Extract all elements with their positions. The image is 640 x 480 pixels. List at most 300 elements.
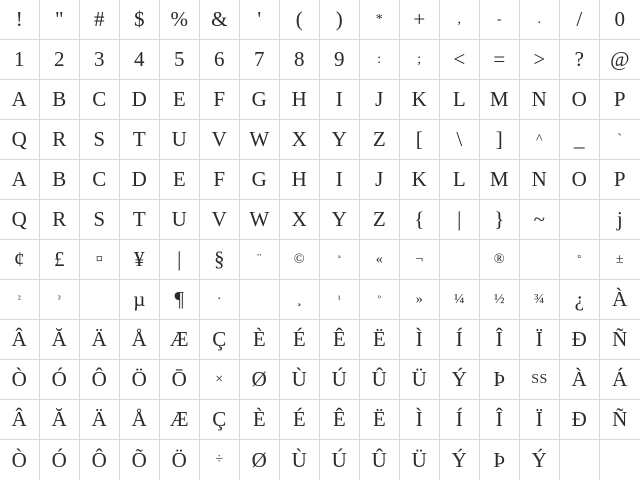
- glyph-cell[interactable]: [0, 440, 40, 480]
- glyph-cell[interactable]: [440, 360, 480, 400]
- glyph-cell[interactable]: [280, 40, 320, 80]
- glyph-character: =: [493, 47, 506, 71]
- glyph-character: #: [94, 7, 105, 31]
- glyph-cell[interactable]: [560, 120, 600, 160]
- glyph-character: T: [132, 127, 147, 151]
- glyph-cell[interactable]: [480, 120, 520, 160]
- glyph-cell[interactable]: [600, 280, 640, 320]
- glyph-cell[interactable]: [160, 280, 200, 320]
- glyph-cell[interactable]: [0, 40, 40, 80]
- glyph-cell[interactable]: [400, 40, 440, 80]
- glyph-cell[interactable]: [40, 120, 80, 160]
- glyph-character: C: [92, 167, 107, 191]
- glyph-cell[interactable]: [160, 80, 200, 120]
- glyph-character: C: [92, 87, 107, 111]
- glyph-cell[interactable]: [160, 160, 200, 200]
- glyph-character: Û: [371, 447, 388, 472]
- glyph-cell[interactable]: [600, 40, 640, 80]
- glyph-cell[interactable]: [280, 120, 320, 160]
- glyph-character: *: [375, 11, 384, 27]
- glyph-character: ¾: [534, 291, 545, 307]
- glyph-cell[interactable]: [560, 440, 600, 480]
- glyph-cell[interactable]: [80, 320, 120, 360]
- glyph-cell[interactable]: [240, 200, 280, 240]
- glyph-cell[interactable]: [520, 40, 560, 80]
- glyph-character: 2: [54, 47, 65, 71]
- glyph-cell[interactable]: [400, 160, 440, 200]
- glyph-cell[interactable]: [400, 400, 440, 440]
- glyph-cell[interactable]: [200, 360, 240, 400]
- glyph-cell[interactable]: [520, 200, 560, 240]
- glyph-cell[interactable]: [480, 240, 520, 280]
- glyph-cell[interactable]: [40, 80, 80, 120]
- glyph-cell[interactable]: [400, 200, 440, 240]
- glyph-cell[interactable]: [440, 120, 480, 160]
- glyph-cell[interactable]: [400, 320, 440, 360]
- glyph-character: È: [252, 407, 267, 431]
- glyph-character: ;: [417, 51, 422, 67]
- glyph-character: N: [531, 167, 548, 191]
- glyph-cell[interactable]: [320, 200, 360, 240]
- glyph-character: 0: [614, 7, 626, 31]
- glyph-cell[interactable]: [320, 80, 360, 120]
- glyph-cell[interactable]: [200, 240, 240, 280]
- glyph-character: »: [415, 291, 424, 307]
- glyph-cell[interactable]: [240, 240, 280, 280]
- glyph-character: P: [613, 167, 627, 191]
- glyph-cell[interactable]: [280, 240, 320, 280]
- glyph-cell[interactable]: [120, 280, 160, 320]
- glyph-cell[interactable]: [600, 320, 640, 360]
- glyph-character: /: [576, 7, 583, 31]
- glyph-character: Ù: [291, 367, 308, 391]
- glyph-cell[interactable]: [440, 80, 480, 120]
- glyph-character: ¶: [174, 287, 185, 311]
- glyph-character: Î: [495, 327, 504, 351]
- glyph-cell[interactable]: [0, 360, 40, 400]
- glyph-cell[interactable]: [160, 440, 200, 480]
- glyph-cell[interactable]: [560, 240, 600, 280]
- glyph-character: ¿: [574, 287, 585, 311]
- glyph-cell[interactable]: [0, 240, 40, 280]
- glyph-cell[interactable]: [480, 400, 520, 440]
- glyph-character: 7: [254, 47, 265, 71]
- glyph-cell[interactable]: [520, 280, 560, 320]
- glyph-character: ~: [533, 207, 546, 231]
- glyph-cell[interactable]: [160, 0, 200, 40]
- glyph-cell[interactable]: [600, 400, 640, 440]
- glyph-character: Ò: [11, 447, 28, 472]
- glyph-cell[interactable]: [120, 0, 160, 40]
- glyph-cell[interactable]: [320, 360, 360, 400]
- glyph-character: I: [335, 87, 344, 111]
- glyph-cell[interactable]: [120, 240, 160, 280]
- glyph-cell[interactable]: [80, 80, 120, 120]
- glyph-character: Ì: [415, 327, 424, 351]
- glyph-cell[interactable]: [120, 400, 160, 440]
- glyph-cell[interactable]: [280, 320, 320, 360]
- glyph-cell[interactable]: [400, 240, 440, 280]
- glyph-cell[interactable]: [80, 40, 120, 80]
- glyph-cell[interactable]: [360, 240, 400, 280]
- glyph-cell[interactable]: [120, 40, 160, 80]
- glyph-character: +: [413, 7, 426, 31]
- glyph-cell[interactable]: [560, 320, 600, 360]
- glyph-cell[interactable]: [320, 240, 360, 280]
- glyph-character: Ì: [415, 407, 424, 431]
- glyph-character: Ä: [91, 407, 108, 431]
- glyph-cell[interactable]: [80, 400, 120, 440]
- glyph-character: Z: [372, 127, 387, 151]
- glyph-character: Ø: [251, 367, 268, 391]
- glyph-cell[interactable]: [320, 280, 360, 320]
- glyph-cell[interactable]: [0, 280, 40, 320]
- glyph-cell[interactable]: [240, 320, 280, 360]
- glyph-character: Ă: [51, 407, 68, 431]
- glyph-cell[interactable]: [120, 80, 160, 120]
- glyph-cell[interactable]: [560, 40, 600, 80]
- glyph-character: Î: [495, 407, 504, 431]
- glyph-cell[interactable]: [480, 40, 520, 80]
- glyph-cell[interactable]: [0, 320, 40, 360]
- glyph-character: Ú: [331, 367, 348, 391]
- glyph-character: Ñ: [612, 327, 628, 351]
- glyph-cell[interactable]: [120, 360, 160, 400]
- glyph-character: µ: [133, 287, 146, 311]
- glyph-cell[interactable]: [40, 160, 80, 200]
- glyph-character: S: [93, 127, 106, 151]
- glyph-cell[interactable]: [320, 440, 360, 480]
- glyph-cell[interactable]: [440, 0, 480, 40]
- glyph-cell[interactable]: [160, 240, 200, 280]
- glyph-cell[interactable]: [0, 200, 40, 240]
- glyph-character: Å: [131, 327, 148, 351]
- glyph-character: Ó: [51, 447, 68, 472]
- glyph-character: E: [172, 167, 187, 191]
- glyph-cell[interactable]: [200, 440, 240, 480]
- glyph-cell[interactable]: [360, 80, 400, 120]
- glyph-character: [: [415, 127, 424, 151]
- glyph-character: U: [171, 207, 188, 231]
- glyph-cell[interactable]: [40, 0, 80, 40]
- glyph-cell[interactable]: [80, 240, 120, 280]
- glyph-character: Þ: [493, 447, 506, 472]
- glyph-cell[interactable]: [600, 80, 640, 120]
- glyph-cell[interactable]: [360, 400, 400, 440]
- glyph-character: Ç: [212, 327, 227, 351]
- glyph-cell[interactable]: [440, 240, 480, 280]
- glyph-cell[interactable]: [560, 360, 600, 400]
- glyph-cell[interactable]: [400, 80, 440, 120]
- glyph-cell[interactable]: [360, 360, 400, 400]
- glyph-character: Q: [11, 127, 28, 151]
- glyph-character: 4: [134, 47, 145, 71]
- glyph-character: U: [171, 127, 188, 151]
- glyph-cell[interactable]: [520, 400, 560, 440]
- glyph-cell[interactable]: [200, 320, 240, 360]
- glyph-character: ¼: [454, 291, 465, 307]
- glyph-character: Ñ: [612, 407, 628, 431]
- glyph-cell[interactable]: [160, 320, 200, 360]
- glyph-cell[interactable]: [280, 360, 320, 400]
- glyph-character: ): [335, 7, 344, 31]
- glyph-character: Ë: [372, 327, 387, 351]
- glyph-character: Ê: [332, 327, 347, 351]
- glyph-cell[interactable]: [40, 360, 80, 400]
- glyph-cell[interactable]: [0, 400, 40, 440]
- glyph-character: Ý: [531, 447, 548, 472]
- glyph-character: V: [211, 207, 228, 231]
- glyph-cell[interactable]: [320, 40, 360, 80]
- glyph-character: Y: [331, 207, 348, 231]
- glyph-cell[interactable]: [120, 120, 160, 160]
- glyph-character: Ö: [131, 367, 148, 391]
- glyph-character: º: [377, 293, 382, 305]
- glyph-cell[interactable]: [120, 320, 160, 360]
- glyph-cell[interactable]: [600, 0, 640, 40]
- glyph-cell[interactable]: [440, 400, 480, 440]
- glyph-cell[interactable]: [40, 320, 80, 360]
- glyph-cell[interactable]: [520, 320, 560, 360]
- glyph-cell[interactable]: [240, 440, 280, 480]
- glyph-character: M: [489, 87, 510, 111]
- glyph-cell[interactable]: [480, 200, 520, 240]
- glyph-cell[interactable]: [480, 320, 520, 360]
- glyph-cell[interactable]: [440, 40, 480, 80]
- glyph-character: Ü: [411, 367, 428, 391]
- glyph-cell[interactable]: [200, 400, 240, 440]
- glyph-cell[interactable]: [360, 200, 400, 240]
- glyph-cell[interactable]: [120, 440, 160, 480]
- glyph-cell[interactable]: [240, 80, 280, 120]
- glyph-cell[interactable]: [40, 240, 80, 280]
- glyph-cell[interactable]: [200, 160, 240, 200]
- glyph-character: ': [257, 7, 262, 31]
- glyph-cell[interactable]: [320, 320, 360, 360]
- glyph-cell[interactable]: [560, 0, 600, 40]
- glyph-cell[interactable]: [280, 440, 320, 480]
- glyph-cell[interactable]: [360, 120, 400, 160]
- glyph-character: Í: [455, 407, 464, 431]
- glyph-cell[interactable]: [440, 160, 480, 200]
- glyph-character: L: [452, 167, 467, 191]
- glyph-cell[interactable]: [0, 80, 40, 120]
- glyph-cell[interactable]: [400, 120, 440, 160]
- glyph-character: `: [617, 131, 623, 147]
- glyph-cell[interactable]: [120, 200, 160, 240]
- glyph-cell[interactable]: [160, 200, 200, 240]
- glyph-character: H: [291, 87, 308, 111]
- glyph-cell[interactable]: [480, 160, 520, 200]
- glyph-cell[interactable]: [280, 160, 320, 200]
- glyph-character: 5: [174, 47, 185, 71]
- glyph-cell[interactable]: [360, 320, 400, 360]
- glyph-cell[interactable]: [600, 200, 640, 240]
- glyph-cell[interactable]: [280, 280, 320, 320]
- glyph-character: É: [292, 407, 307, 431]
- glyph-cell[interactable]: [280, 80, 320, 120]
- glyph-cell[interactable]: [400, 280, 440, 320]
- glyph-character: <: [453, 47, 466, 71]
- glyph-cell[interactable]: [600, 120, 640, 160]
- glyph-cell[interactable]: [520, 440, 560, 480]
- glyph-cell[interactable]: [320, 160, 360, 200]
- glyph-character: T: [132, 207, 147, 231]
- glyph-cell[interactable]: [240, 40, 280, 80]
- glyph-character: Y: [331, 127, 348, 151]
- glyph-cell[interactable]: [80, 360, 120, 400]
- glyph-character: Õ: [131, 447, 148, 472]
- glyph-character: %: [170, 7, 189, 31]
- glyph-character: M: [489, 167, 510, 191]
- glyph-character: Í: [455, 327, 464, 351]
- glyph-character: ¥: [134, 247, 145, 271]
- glyph-cell[interactable]: [0, 160, 40, 200]
- glyph-cell[interactable]: [520, 240, 560, 280]
- glyph-cell[interactable]: [80, 160, 120, 200]
- glyph-character: Ý: [451, 367, 468, 391]
- glyph-character: ¤: [95, 251, 104, 267]
- glyph-cell[interactable]: [320, 0, 360, 40]
- glyph-character: ×: [215, 371, 224, 387]
- glyph-cell[interactable]: [240, 360, 280, 400]
- glyph-character: Z: [372, 207, 387, 231]
- glyph-cell[interactable]: [360, 440, 400, 480]
- glyph-cell[interactable]: [200, 120, 240, 160]
- glyph-character: R: [52, 207, 67, 231]
- glyph-cell[interactable]: [480, 80, 520, 120]
- glyph-cell[interactable]: [80, 0, 120, 40]
- glyph-cell[interactable]: [40, 400, 80, 440]
- glyph-character: ±: [615, 251, 625, 267]
- glyph-character: O: [571, 167, 588, 191]
- glyph-character: À: [612, 287, 628, 311]
- glyph-cell[interactable]: [120, 160, 160, 200]
- glyph-cell[interactable]: [440, 280, 480, 320]
- glyph-character: ¢: [14, 247, 25, 271]
- glyph-cell[interactable]: [200, 280, 240, 320]
- glyph-character: ¸: [296, 291, 303, 307]
- glyph-cell[interactable]: [600, 160, 640, 200]
- glyph-cell[interactable]: [280, 400, 320, 440]
- glyph-cell[interactable]: [280, 0, 320, 40]
- glyph-cell[interactable]: [320, 400, 360, 440]
- glyph-cell[interactable]: [400, 360, 440, 400]
- glyph-cell[interactable]: [360, 0, 400, 40]
- glyph-cell[interactable]: [560, 400, 600, 440]
- glyph-cell[interactable]: [240, 0, 280, 40]
- glyph-character: $: [134, 7, 145, 31]
- glyph-cell[interactable]: [520, 360, 560, 400]
- glyph-cell[interactable]: [600, 240, 640, 280]
- glyph-character: «: [375, 251, 384, 267]
- glyph-cell[interactable]: [200, 200, 240, 240]
- glyph-cell[interactable]: [520, 160, 560, 200]
- glyph-cell[interactable]: [160, 120, 200, 160]
- glyph-cell[interactable]: [80, 120, 120, 160]
- glyph-cell[interactable]: [40, 440, 80, 480]
- glyph-cell[interactable]: [520, 120, 560, 160]
- glyph-cell[interactable]: [360, 160, 400, 200]
- glyph-cell[interactable]: [80, 200, 120, 240]
- glyph-cell[interactable]: [200, 40, 240, 80]
- glyph-cell[interactable]: [400, 440, 440, 480]
- glyph-cell[interactable]: [40, 40, 80, 80]
- glyph-cell[interactable]: [480, 280, 520, 320]
- glyph-cell[interactable]: [560, 80, 600, 120]
- glyph-cell[interactable]: [0, 120, 40, 160]
- glyph-character: {: [414, 207, 425, 231]
- glyph-cell[interactable]: [360, 280, 400, 320]
- glyph-cell[interactable]: [400, 0, 440, 40]
- glyph-character: (: [295, 7, 304, 31]
- glyph-cell[interactable]: [600, 360, 640, 400]
- glyph-character: J: [375, 87, 384, 111]
- glyph-character: V: [211, 127, 228, 151]
- glyph-cell[interactable]: [240, 280, 280, 320]
- glyph-cell[interactable]: [240, 120, 280, 160]
- glyph-character: Ō: [171, 367, 188, 391]
- glyph-cell[interactable]: [560, 160, 600, 200]
- glyph-cell[interactable]: [480, 440, 520, 480]
- glyph-cell[interactable]: [240, 160, 280, 200]
- glyph-character: ³: [57, 293, 62, 305]
- glyph-character: K: [411, 87, 428, 111]
- glyph-cell[interactable]: [40, 280, 80, 320]
- glyph-character: Ù: [291, 447, 308, 472]
- glyph-cell[interactable]: [200, 80, 240, 120]
- glyph-cell[interactable]: [160, 360, 200, 400]
- glyph-character: Þ: [493, 367, 506, 391]
- glyph-cell[interactable]: [560, 200, 600, 240]
- glyph-cell[interactable]: [520, 0, 560, 40]
- glyph-cell[interactable]: [560, 280, 600, 320]
- glyph-cell[interactable]: [160, 400, 200, 440]
- glyph-cell[interactable]: [440, 320, 480, 360]
- glyph-cell[interactable]: [480, 0, 520, 40]
- glyph-character: &: [211, 7, 228, 31]
- glyph-character: Ü: [411, 447, 428, 472]
- glyph-cell[interactable]: [280, 200, 320, 240]
- glyph-character: >: [533, 47, 546, 71]
- glyph-character: W: [249, 207, 270, 231]
- glyph-character: K: [411, 167, 428, 191]
- glyph-character: G: [251, 87, 268, 111]
- glyph-cell[interactable]: [200, 0, 240, 40]
- glyph-cell[interactable]: [480, 360, 520, 400]
- glyph-cell[interactable]: [80, 440, 120, 480]
- glyph-cell[interactable]: [240, 400, 280, 440]
- glyph-cell[interactable]: [160, 40, 200, 80]
- glyph-cell[interactable]: [600, 440, 640, 480]
- glyph-character: À: [571, 367, 588, 391]
- glyph-character: H: [291, 167, 308, 191]
- glyph-character: ÷: [215, 452, 224, 467]
- glyph-cell[interactable]: [80, 280, 120, 320]
- glyph-cell[interactable]: [440, 200, 480, 240]
- glyph-cell[interactable]: [360, 40, 400, 80]
- glyph-cell[interactable]: [320, 120, 360, 160]
- glyph-character: A: [11, 87, 28, 111]
- glyph-cell[interactable]: [40, 200, 80, 240]
- glyph-cell[interactable]: [520, 80, 560, 120]
- glyph-character: X: [291, 207, 308, 231]
- glyph-character: Ø: [251, 447, 268, 472]
- glyph-cell[interactable]: [440, 440, 480, 480]
- glyph-cell[interactable]: [0, 0, 40, 40]
- glyph-character: ¬: [415, 251, 424, 267]
- glyph-character: Å: [131, 407, 148, 431]
